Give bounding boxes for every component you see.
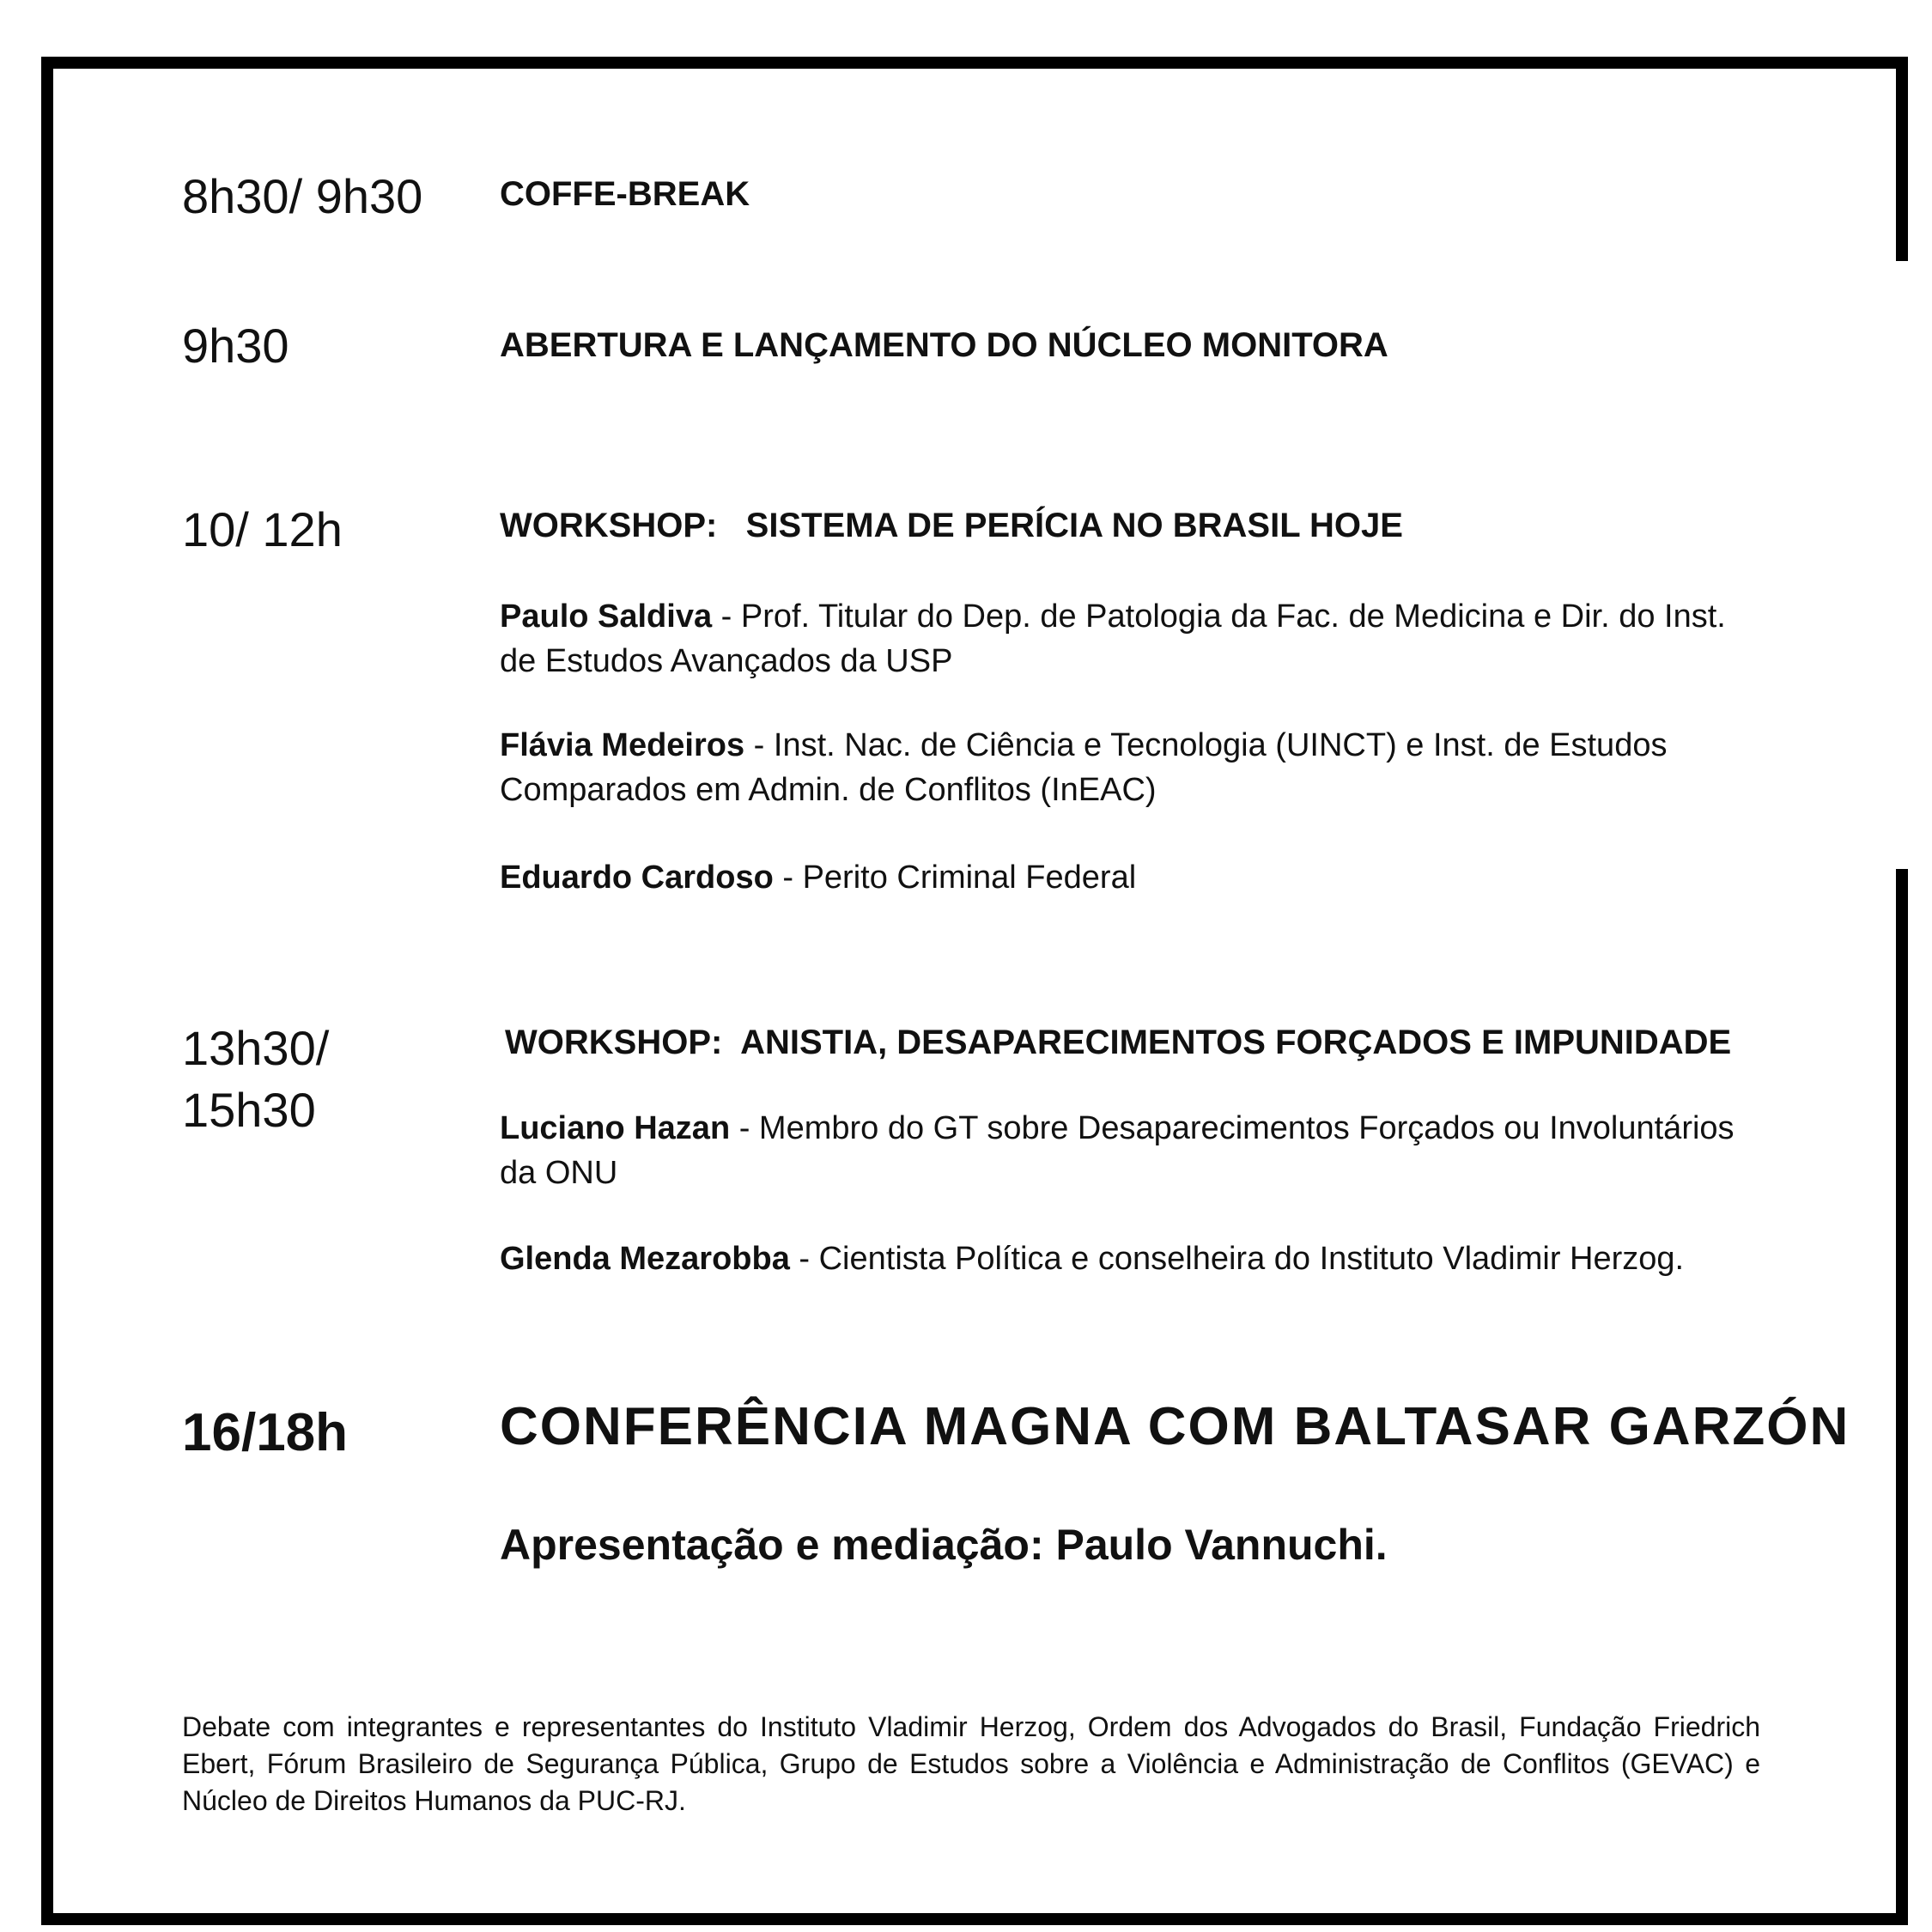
workshop1-title: WORKSHOP: SISTEMA DE PERÍCIA NO BRASIL HOJE [500,507,1403,544]
speaker-description: - Inst. Nac. de Ciência e Tecnologia (UINCT) e Inst. de Estudos Comparados em Admin. de Conflitos (InEAC) [500,727,1668,808]
speaker-entry [500,723,1771,812]
speaker-entry [500,855,1771,900]
speaker-entry [500,1236,1771,1281]
frame-right-border-upper [1896,57,1908,261]
speaker-name: Paulo Saldiva [500,598,713,635]
footer-note: Debate com integrantes e representantes do Instituto Vladimir Herzog, Ordem dos Advogados do Brasil, Fundação Friedrich Ebert, Fórum Brasileiro de Segurança Pública, Grupo de Estudos sobre a Violência e Administração de Conflitos (GEVAC) e Núcleo de Direitos Humanos da PUC-RJ. [182,1711,1760,1816]
workshop2-time-start: 13h30/ [182,1021,330,1075]
frame-right-border-lower [1896,869,1908,1925]
conference-subtitle: Apresentação e mediação: Paulo Vannuchi. [500,1521,1388,1569]
speaker-name: Glenda Mezarobba [500,1241,790,1277]
frame-bottom-border [41,1913,1908,1925]
speaker-name: Eduardo Cardoso [500,860,774,896]
coffee-title: COFFE-BREAK [500,175,750,213]
conference-title: CONFERÊNCIA MAGNA COM BALTASAR GARZÓN [500,1397,1850,1456]
coffee-time: 8h30/ 9h30 [182,169,423,223]
opening-time: 9h30 [182,319,289,373]
frame-left-border [41,57,53,1925]
speaker-description: - Perito Criminal Federal [773,860,1137,896]
frame-top-border [41,57,1908,69]
speaker-entry [500,594,1771,683]
conference-time: 16/18h [182,1403,349,1462]
speaker-name: Flávia Medeiros [500,727,745,763]
workshop1-time: 10/ 12h [182,502,343,556]
speaker-description: - Cientista Política e conselheira do Instituto Vladimir Herzog. [789,1241,1685,1277]
speaker-description: - Membro do GT sobre Desaparecimentos Forçados ou Involuntários da ONU [500,1110,1735,1191]
workshop2-title: WORKSHOP: ANISTIA, DESAPARECIMENTOS FORÇADOS E IMPUNIDADE [505,1024,1732,1061]
speaker-description: - Prof. Titular do Dep. de Patologia da Fac. de Medicina e Dir. do Inst. de Estudos Avançados da USP [500,598,1726,679]
workshop2-time-end: 15h30 [182,1083,316,1137]
speaker-entry [500,1106,1771,1195]
speaker-name: Luciano Hazan [500,1110,731,1146]
opening-title: ABERTURA E LANÇAMENTO DO NÚCLEO MONITORA [500,326,1388,364]
